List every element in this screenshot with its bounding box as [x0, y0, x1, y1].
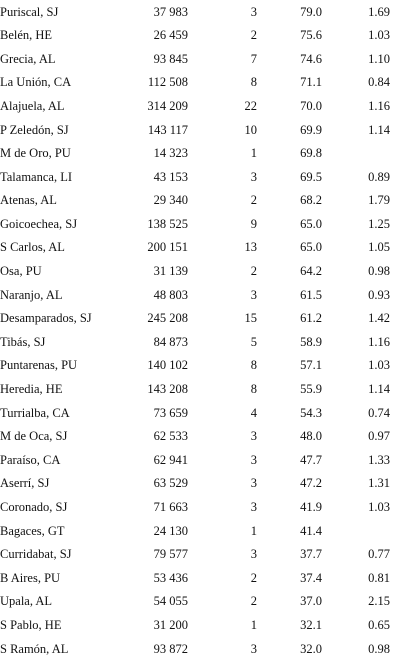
percent-cell: 69.9	[300, 122, 322, 137]
count-cell: 2	[250, 594, 257, 609]
row-padding	[390, 401, 412, 425]
table-row	[0, 543, 412, 567]
row-padding	[390, 165, 412, 189]
percent-cell: 70.0	[300, 98, 322, 113]
ratio-cell: 1.03	[368, 28, 390, 43]
row-padding	[390, 212, 412, 236]
canton-cell: Belén, HE	[0, 28, 53, 43]
ratio-cell: 0.97	[368, 429, 390, 444]
ratio-cell: 1.16	[368, 334, 390, 349]
population-cell: 314 209	[147, 98, 188, 113]
count-cell: 2	[250, 28, 257, 43]
ratio-cell: 2.15	[368, 594, 390, 609]
count-cell: 3	[250, 287, 257, 302]
population-cell: 43 153	[153, 169, 188, 184]
ratio-cell: 1.42	[368, 311, 390, 326]
percent-cell: 41.4	[300, 523, 322, 538]
count-cell: 3	[250, 476, 257, 491]
row-padding	[390, 566, 412, 590]
ratio-cell: 0.84	[368, 75, 390, 90]
table-row	[0, 330, 412, 354]
ratio-cell: 0.77	[368, 547, 390, 562]
count-cell: 1	[250, 146, 257, 161]
row-padding	[390, 378, 412, 402]
population-cell: 143 117	[147, 122, 188, 137]
ratio-cell: 0.89	[368, 169, 390, 184]
population-cell: 62 533	[153, 429, 188, 444]
ratio-cell: 0.98	[368, 641, 390, 656]
table-row	[0, 94, 412, 118]
table-row	[0, 0, 412, 24]
percent-cell: 48.0	[300, 429, 322, 444]
population-cell: 29 340	[153, 193, 188, 208]
population-cell: 84 873	[153, 334, 188, 349]
population-cell: 14 323	[153, 146, 188, 161]
row-padding	[390, 590, 412, 614]
percent-cell: 74.6	[300, 51, 322, 66]
canton-cell: Goicoechea, SJ	[0, 216, 78, 231]
row-padding	[390, 613, 412, 637]
row-padding	[390, 472, 412, 496]
count-cell: 5	[250, 334, 257, 349]
canton-cell: Bagaces, GT	[0, 523, 65, 538]
ratio-cell	[322, 519, 390, 543]
row-padding	[390, 71, 412, 95]
count-cell: 3	[250, 169, 257, 184]
percent-cell: 54.3	[300, 405, 322, 420]
percent-cell: 65.0	[300, 216, 322, 231]
population-cell: 63 529	[153, 476, 188, 491]
row-padding	[390, 543, 412, 567]
percent-cell: 69.5	[300, 169, 322, 184]
row-padding	[390, 118, 412, 142]
count-cell: 2	[250, 264, 257, 279]
count-cell: 7	[250, 51, 257, 66]
canton-cell: Desamparados, SJ	[0, 311, 92, 326]
canton-cell: Puriscal, SJ	[0, 4, 59, 19]
population-cell: 138 525	[147, 216, 188, 231]
ratio-cell: 1.03	[368, 500, 390, 515]
percent-cell: 64.2	[300, 264, 322, 279]
population-cell: 71 663	[153, 500, 188, 515]
canton-cell: S Carlos, AL	[0, 240, 65, 255]
canton-cell: Puntarenas, PU	[0, 358, 78, 373]
count-cell: 3	[250, 429, 257, 444]
ratio-cell: 1.31	[368, 476, 390, 491]
canton-cell: Paraíso, CA	[0, 452, 61, 467]
row-padding	[390, 354, 412, 378]
population-cell: 37 983	[153, 4, 188, 19]
percent-cell: 79.0	[300, 4, 322, 19]
row-padding	[390, 283, 412, 307]
population-cell: 31 139	[153, 264, 188, 279]
canton-cell: La Unión, CA	[0, 75, 72, 90]
population-cell: 73 659	[153, 405, 188, 420]
percent-cell: 75.6	[300, 28, 322, 43]
percent-cell: 69.8	[300, 146, 322, 161]
percent-cell: 37.7	[300, 547, 322, 562]
percent-cell: 58.9	[300, 334, 322, 349]
table-row	[0, 590, 412, 614]
canton-cell: Turrialba, CA	[0, 405, 70, 420]
canton-cell: Osa, PU	[0, 264, 42, 279]
population-cell: 79 577	[153, 547, 188, 562]
population-cell: 53 436	[153, 570, 188, 585]
table-row	[0, 495, 412, 519]
canton-cell: Curridabat, SJ	[0, 547, 72, 562]
count-cell: 3	[250, 500, 257, 515]
ratio-cell: 1.25	[368, 216, 390, 231]
canton-cell: Atenas, AL	[0, 193, 57, 208]
table-row	[0, 425, 412, 449]
row-padding	[390, 637, 412, 661]
percent-cell: 65.0	[300, 240, 322, 255]
count-cell: 22	[244, 98, 257, 113]
row-padding	[390, 142, 412, 166]
percent-cell: 47.7	[300, 452, 322, 467]
canton-cell: M de Oro, PU	[0, 146, 71, 161]
canton-cell: B Aires, PU	[0, 570, 61, 585]
count-cell: 1	[250, 617, 257, 632]
percent-cell: 41.9	[300, 500, 322, 515]
table-row	[0, 354, 412, 378]
population-cell: 245 208	[147, 311, 188, 326]
row-padding	[390, 330, 412, 354]
canton-cell: Coronado, SJ	[0, 500, 68, 515]
canton-cell: M de Oca, SJ	[0, 429, 68, 444]
table-row	[0, 448, 412, 472]
ratio-cell: 0.81	[368, 570, 390, 585]
canton-cell: S Ramón, AL	[0, 641, 69, 656]
row-padding	[390, 425, 412, 449]
table-row	[0, 24, 412, 48]
count-cell: 9	[250, 216, 257, 231]
count-cell: 15	[244, 311, 257, 326]
row-padding	[390, 47, 412, 71]
count-cell: 3	[250, 4, 257, 19]
row-padding	[390, 0, 412, 24]
population-cell: 54 055	[153, 594, 188, 609]
ratio-cell: 1.69	[368, 4, 390, 19]
row-padding	[390, 260, 412, 284]
table-row	[0, 47, 412, 71]
count-cell: 2	[250, 570, 257, 585]
canton-cell: P Zeledón, SJ	[0, 122, 69, 137]
canton-cell: Upala, AL	[0, 594, 53, 609]
count-cell: 8	[250, 75, 257, 90]
row-padding	[390, 189, 412, 213]
table-row	[0, 142, 412, 166]
percent-cell: 47.2	[300, 476, 322, 491]
count-cell: 2	[250, 193, 257, 208]
table-row	[0, 472, 412, 496]
ratio-cell: 0.74	[368, 405, 390, 420]
population-cell: 93 845	[153, 51, 188, 66]
canton-cell: Grecia, AL	[0, 51, 56, 66]
ratio-cell: 1.05	[368, 240, 390, 255]
table-row	[0, 307, 412, 331]
population-cell: 62 941	[153, 452, 188, 467]
percent-cell: 32.1	[300, 617, 322, 632]
population-cell: 93 872	[153, 641, 188, 656]
row-padding	[390, 307, 412, 331]
population-cell: 26 459	[153, 28, 188, 43]
table-row	[0, 378, 412, 402]
population-cell: 143 208	[147, 382, 188, 397]
count-cell: 3	[250, 547, 257, 562]
population-cell: 140 102	[147, 358, 188, 373]
population-cell: 31 200	[153, 617, 188, 632]
ratio-cell: 0.93	[368, 287, 390, 302]
table-row	[0, 283, 412, 307]
row-padding	[390, 94, 412, 118]
ratio-cell: 1.16	[368, 98, 390, 113]
table-row	[0, 212, 412, 236]
ratio-cell: 0.98	[368, 264, 390, 279]
table-row	[0, 637, 412, 661]
ratio-cell: 1.14	[368, 122, 390, 137]
percent-cell: 37.4	[300, 570, 322, 585]
table-row	[0, 71, 412, 95]
table-row	[0, 519, 412, 543]
table-row	[0, 189, 412, 213]
row-padding	[390, 448, 412, 472]
row-padding	[390, 24, 412, 48]
canton-cell: S Pablo, HE	[0, 617, 62, 632]
table-row	[0, 401, 412, 425]
row-padding	[390, 495, 412, 519]
population-cell: 24 130	[153, 523, 188, 538]
row-padding	[390, 236, 412, 260]
percent-cell: 61.2	[300, 311, 322, 326]
canton-cell: Naranjo, AL	[0, 287, 63, 302]
ratio-cell: 1.10	[368, 51, 390, 66]
percent-cell: 57.1	[300, 358, 322, 373]
count-cell: 13	[244, 240, 257, 255]
population-cell: 200 151	[147, 240, 188, 255]
table-row	[0, 613, 412, 637]
ratio-cell	[322, 142, 390, 166]
ratio-cell: 1.03	[368, 358, 390, 373]
table-row	[0, 566, 412, 590]
percent-cell: 71.1	[300, 75, 322, 90]
percent-cell: 68.2	[300, 193, 322, 208]
canton-cell: Tibás, SJ	[0, 334, 46, 349]
table-row	[0, 260, 412, 284]
population-cell: 48 803	[153, 287, 188, 302]
percent-cell: 32.0	[300, 641, 322, 656]
count-cell: 3	[250, 452, 257, 467]
percent-cell: 55.9	[300, 382, 322, 397]
percent-cell: 37.0	[300, 594, 322, 609]
ratio-cell: 0.65	[368, 617, 390, 632]
table-row	[0, 165, 412, 189]
count-cell: 10	[244, 122, 257, 137]
count-cell: 8	[250, 358, 257, 373]
row-padding	[390, 519, 412, 543]
ratio-cell: 1.33	[368, 452, 390, 467]
ratio-cell: 1.14	[368, 382, 390, 397]
canton-cell: Alajuela, AL	[0, 98, 65, 113]
percent-cell: 61.5	[300, 287, 322, 302]
canton-cell: Aserrí, SJ	[0, 476, 50, 491]
count-cell: 1	[250, 523, 257, 538]
population-cell: 112 508	[147, 75, 188, 90]
canton-cell: Heredia, HE	[0, 382, 63, 397]
count-cell: 8	[250, 382, 257, 397]
count-cell: 4	[250, 405, 257, 420]
canton-cell: Talamanca, LI	[0, 169, 72, 184]
ratio-cell: 1.79	[368, 193, 390, 208]
table-row	[0, 118, 412, 142]
count-cell: 3	[250, 641, 257, 656]
table-row	[0, 236, 412, 260]
